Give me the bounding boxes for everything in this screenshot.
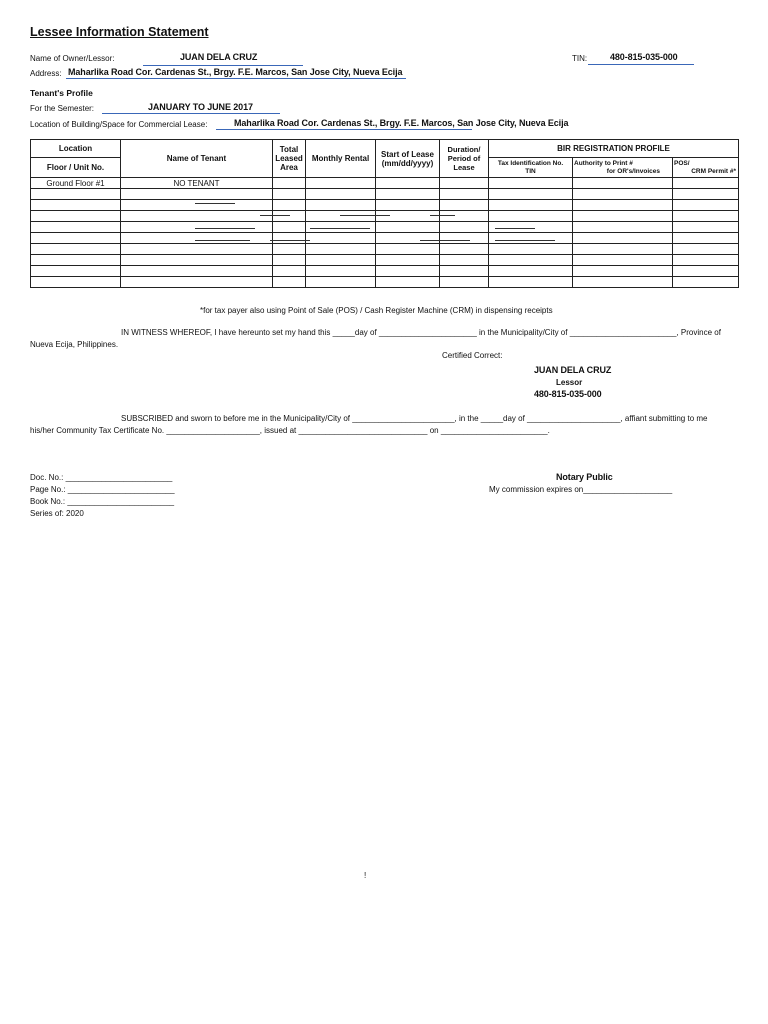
- table-row: [31, 178, 739, 189]
- location-value: Maharlika Road Cor. Cardenas St., Brgy. F.E. Marcos, San Jose City, Nueva Ecija: [234, 118, 569, 128]
- location-label: Location of Building/Space for Commercial Lease:: [30, 120, 208, 129]
- header-area: Total Leased Area: [273, 140, 306, 178]
- commission-expiry: My commission expires on____________________: [489, 485, 673, 494]
- table-footnote: *for tax payer also using Point of Sale (POS) / Cash Register Machine (CRM) in dispensing receipts: [200, 306, 553, 315]
- table-row: [31, 255, 739, 266]
- lessor-name: JUAN DELA CRUZ: [534, 365, 612, 375]
- sworn-line-2: his/her Community Tax Certificate No. _____________________, issued at _____________________________ on ________________________.: [30, 426, 550, 435]
- header-tenant: Name of Tenant: [121, 140, 273, 178]
- certified-correct: Certified Correct:: [442, 351, 503, 360]
- header-floor: Floor / Unit No.: [31, 158, 121, 178]
- semester-value: JANUARY TO JUNE 2017: [148, 102, 253, 112]
- header-start: Start of Lease (mm/dd/yyyy): [376, 140, 440, 178]
- header-rental: Monthly Rental: [306, 140, 376, 178]
- lessor-role: Lessor: [556, 378, 583, 387]
- header-pos: POS/ CRM Permit #*: [673, 158, 739, 178]
- cell-floor: Ground Floor #1: [31, 178, 121, 189]
- lessor-tin: 480-815-035-000: [534, 389, 602, 399]
- book-no: Book No.: ________________________: [30, 497, 175, 506]
- document-title: Lessee Information Statement: [30, 25, 209, 39]
- owner-underline: [143, 65, 303, 66]
- cell-tenant: NO TENANT: [121, 178, 273, 189]
- table-row: [31, 244, 739, 255]
- table-row: [31, 200, 739, 211]
- owner-name: JUAN DELA CRUZ: [180, 52, 258, 62]
- table-row: [31, 211, 739, 222]
- witness-line-1: IN WITNESS WHEREOF, I have hereunto set my hand this _____day of ______________________ in the Municipality/City of ________________________, Province of: [121, 328, 721, 337]
- notary-public: Notary Public: [556, 472, 613, 482]
- address-label: Address:: [30, 69, 62, 78]
- header-bir: BIR REGISTRATION PROFILE: [489, 140, 739, 158]
- tenant-table: [30, 139, 739, 288]
- table-row: [31, 222, 739, 233]
- table-row: [31, 233, 739, 244]
- header-duration: Duration/ Period of Lease: [440, 140, 489, 178]
- address-underline: [66, 78, 406, 79]
- page-mark: !: [364, 871, 367, 880]
- semester-underline: [102, 113, 280, 114]
- witness-line-2: Nueva Ecija, Philippines.: [30, 340, 119, 349]
- page-no: Page No.: ________________________: [30, 485, 175, 494]
- sworn-line-1: SUBSCRIBED and sworn to before me in the Municipality/City of _______________________, in the _____day of _____________________, affiant submitting to me: [121, 414, 708, 423]
- doc-no: Doc. No.: ________________________: [30, 473, 173, 482]
- table-row: [31, 277, 739, 288]
- semester-label: For the Semester:: [30, 104, 95, 113]
- tin-value: 480-815-035-000: [610, 52, 678, 62]
- header-authority: Authority to Print # for OR's/Invoices: [573, 158, 673, 178]
- tin-label: TIN:: [572, 54, 588, 63]
- table-row: [31, 266, 739, 277]
- header-location: Location: [31, 140, 121, 158]
- series: Series of: 2020: [30, 509, 84, 518]
- header-tin: Tax Identification No. TIN: [489, 158, 573, 178]
- location-underline: [216, 129, 472, 130]
- tin-underline: [588, 64, 694, 65]
- address-value: Maharlika Road Cor. Cardenas St., Brgy. F.E. Marcos, San Jose City, Nueva Ecija: [68, 67, 403, 77]
- owner-label: Name of Owner/Lessor:: [30, 54, 115, 63]
- tenant-profile-heading: Tenant's Profile: [30, 88, 93, 98]
- table-row: [31, 189, 739, 200]
